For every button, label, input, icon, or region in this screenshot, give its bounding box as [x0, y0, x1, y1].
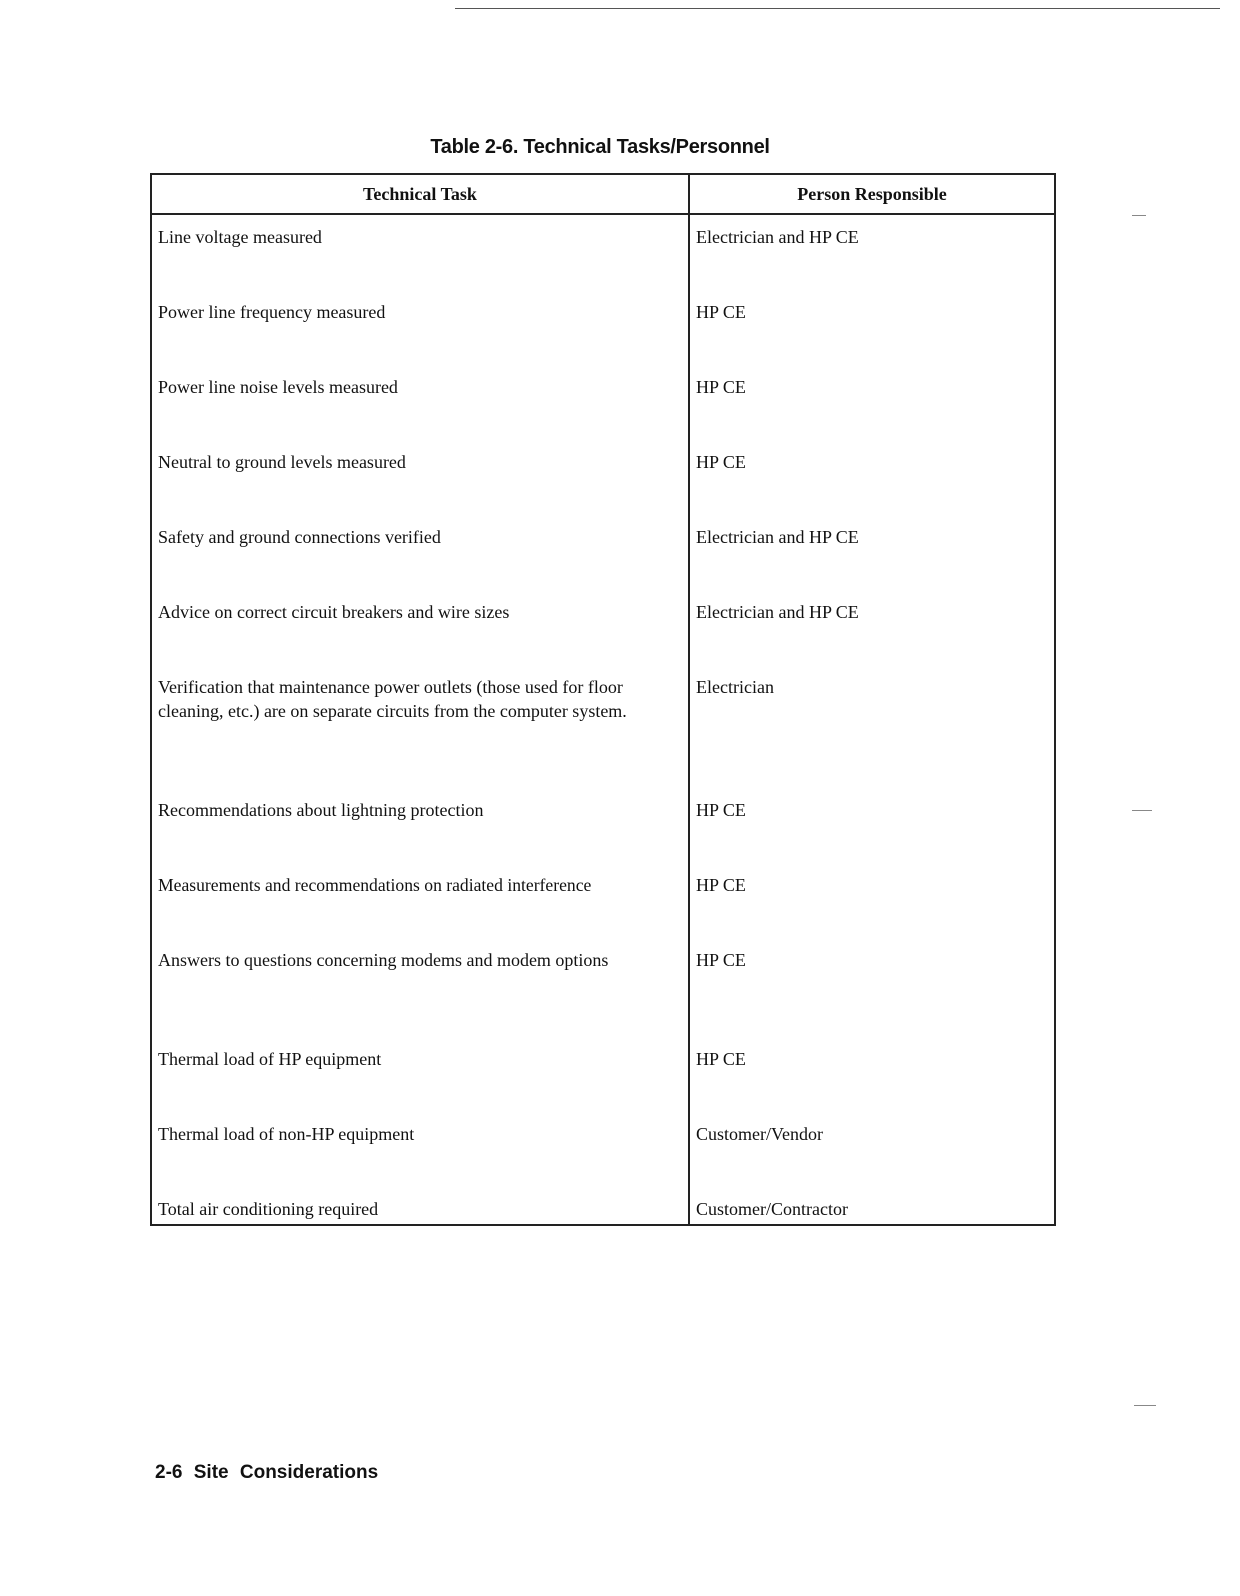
person-cell: Customer/Vendor — [696, 1124, 823, 1144]
table-header-row — [151, 174, 1055, 214]
task-cell: Recommendations about lightning protection — [151, 788, 689, 863]
table-row — [151, 665, 1055, 788]
person-cell: Electrician and HP CE — [696, 227, 859, 247]
person-cell: HP CE — [696, 950, 746, 970]
person-cell: HP CE — [696, 302, 746, 322]
table-row — [151, 1112, 1055, 1187]
task-cell: Verification that maintenance power outlets (those used for floor cleaning, etc.) are on separate circuits from the computer system. — [151, 665, 689, 788]
top-rule — [455, 8, 1220, 9]
person-cell: HP CE — [696, 875, 746, 895]
task-cell: Total air conditioning required — [151, 1187, 689, 1225]
task-cell: Answers to questions concerning modems and modem options — [151, 938, 689, 1037]
header-technical-task: Technical Task — [151, 174, 689, 214]
table-row — [151, 863, 1055, 938]
person-cell: HP CE — [696, 800, 746, 820]
technical-tasks-table — [150, 173, 1056, 1226]
task-cell: Safety and ground connections verified — [151, 515, 689, 590]
person-cell: HP CE — [696, 452, 746, 472]
table-row — [151, 1187, 1055, 1225]
person-cell: HP CE — [696, 377, 746, 397]
scan-mark — [1132, 215, 1146, 216]
table-row — [151, 788, 1055, 863]
table-row — [151, 515, 1055, 590]
person-cell: Electrician and HP CE — [696, 527, 859, 547]
task-cell: Line voltage measured — [151, 214, 689, 290]
task-cell: Advice on correct circuit breakers and wire sizes — [151, 590, 689, 665]
task-cell: Measurements and recommendations on radiated interference — [151, 863, 689, 938]
person-cell: Electrician — [696, 677, 774, 697]
person-cell: Electrician and HP CE — [696, 602, 859, 622]
task-cell: Neutral to ground levels measured — [151, 440, 689, 515]
table-caption: Table 2-6. Technical Tasks/Personnel — [430, 136, 770, 158]
header-person-responsible: Person Responsible — [689, 174, 1055, 214]
table-row — [151, 938, 1055, 1037]
scan-mark — [1134, 1405, 1156, 1406]
table-row — [151, 440, 1055, 515]
table-row — [151, 1037, 1055, 1112]
table-row — [151, 365, 1055, 440]
task-cell: Thermal load of HP equipment — [151, 1037, 689, 1112]
table-row — [151, 214, 1055, 290]
page-footer: 2-6 Site Considerations — [155, 1462, 379, 1483]
task-cell: Power line frequency measured — [151, 290, 689, 365]
task-cell: Power line noise levels measured — [151, 365, 689, 440]
scan-mark — [1132, 810, 1152, 811]
person-cell: Customer/Contractor — [696, 1199, 848, 1219]
table-row — [151, 290, 1055, 365]
task-cell: Thermal load of non-HP equipment — [151, 1112, 689, 1187]
person-cell: HP CE — [696, 1049, 746, 1069]
table-row — [151, 590, 1055, 665]
